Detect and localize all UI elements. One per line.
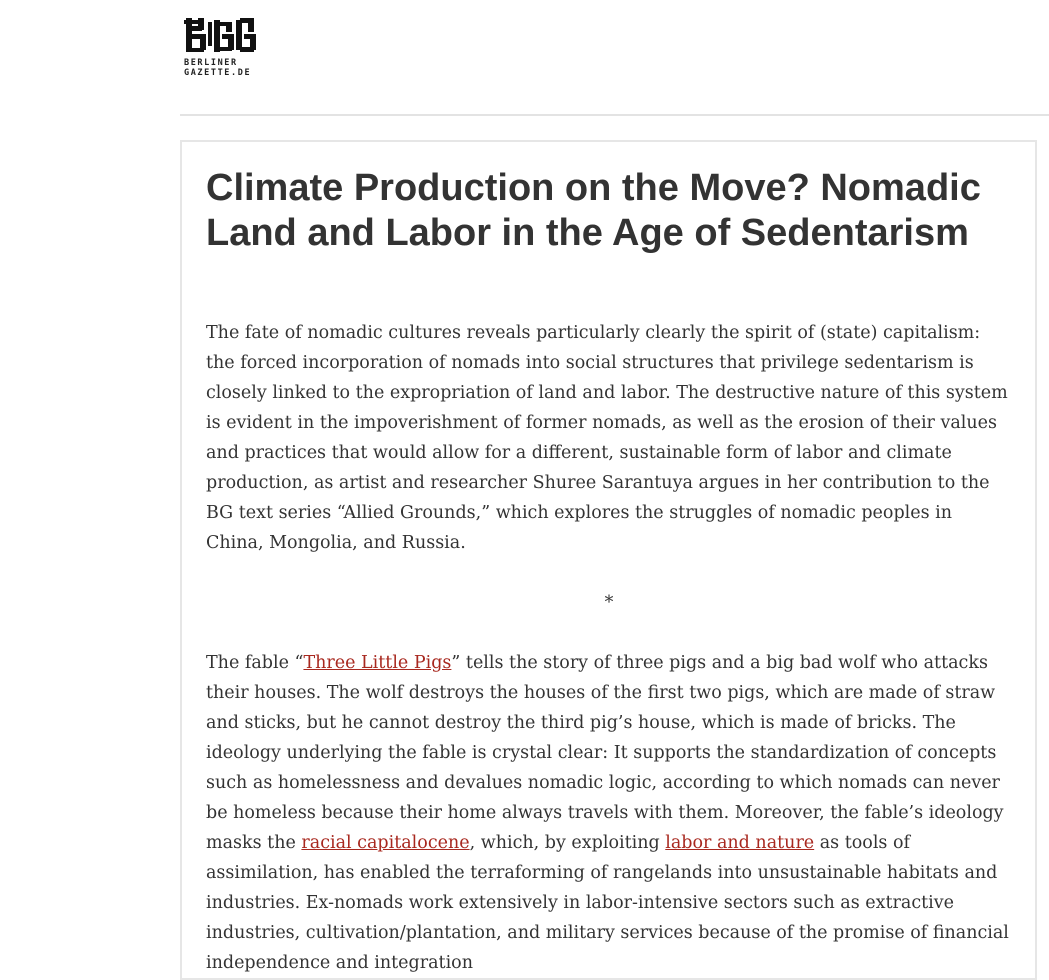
labor-and-nature-link[interactable]: labor and nature	[665, 833, 815, 853]
article-card	[180, 140, 1037, 980]
three-little-pigs-link[interactable]: Three Little Pigs	[303, 653, 452, 673]
logo-line-2: GAZETTE.DE	[184, 68, 252, 78]
paragraph-text: as tools of assimilation, has enabled the terraforming of rangelands into unsustainable habitats and industries. Ex-nomads work extensively in labor-intensive sectors such as extractive industries, cultivation/plantation, and military services because of the promise of financial independence and integration	[206, 833, 1009, 973]
article-lead: The fate of nomadic cultures reveals particularly clearly the spirit of (state) capitalism: the forced incorporation of nomads into social structures that privilege sedentarism is closely linked to the expropriation of land and labor. The destructive nature of this system is evident in the impoverishment of former nomads, as well as the erosion of their values and practices that would allow for a different, sustainable form of labor and climate production, as artist and researcher Shuree Sarantuya argues in her contribution to the BG text series “Allied Grounds,” which explores the struggles of nomadic peoples in China, Mongolia, and Russia.	[206, 323, 1008, 553]
bg-monogram-icon	[184, 16, 258, 56]
article-title: Climate Production on the Move? Nomadic Land and Labor in the Age of Sedentarism	[206, 167, 981, 254]
section-separator: *	[604, 593, 614, 613]
site-name	[184, 58, 264, 78]
racial-capitalocene-link[interactable]: racial capitalocene	[301, 833, 470, 853]
paragraph-text: , which, by exploiting	[469, 833, 666, 853]
logo-line-1: BERLINER	[184, 58, 238, 68]
header-divider	[180, 114, 1049, 116]
article-paragraph	[206, 648, 1012, 978]
article-body	[206, 318, 1012, 978]
paragraph-text: ” tells the story of three pigs and a big bad wolf who attacks their houses. The wolf destroys the houses of the first two pigs, which are made of straw and sticks, but he cannot destroy the third pig’s house, which is made of bricks. The ideology underlying the fable is crystal clear: It supports the standardization of concepts such as homelessness and devalues nomadic logic, according to which nomads can never be homeless because their home always travels with them. Moreover, the fable’s ideology masks the	[206, 653, 1004, 853]
site-logo[interactable]	[184, 16, 264, 90]
paragraph-text: The fable “	[206, 653, 304, 673]
